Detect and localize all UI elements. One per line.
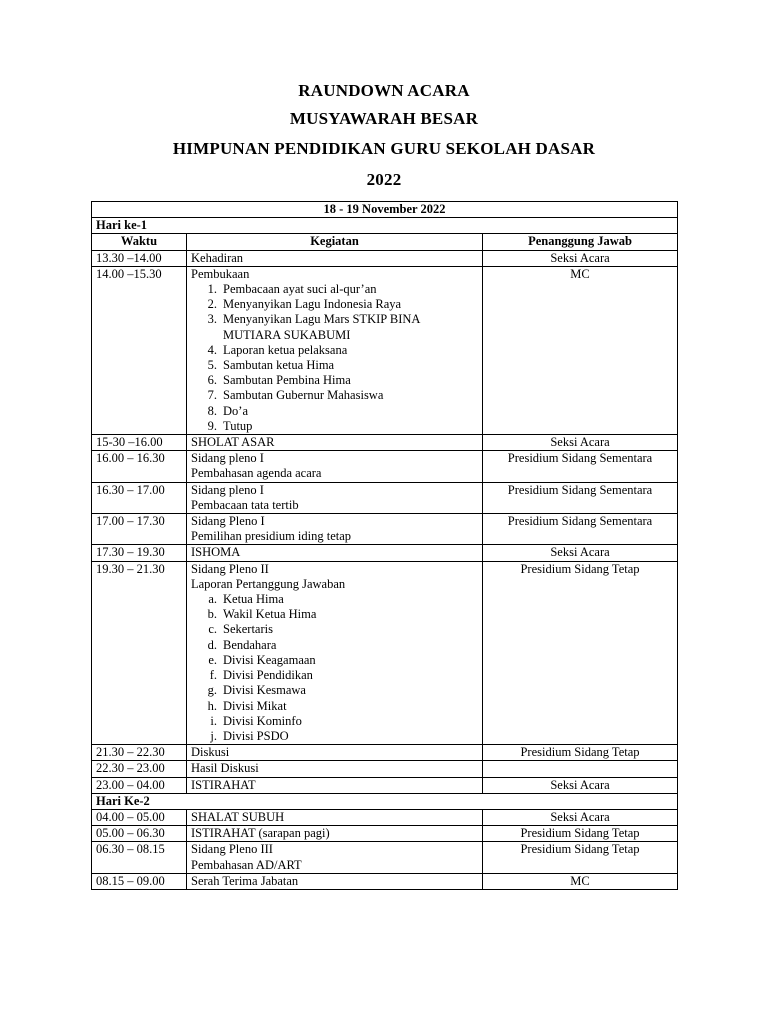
list-marker: 4. bbox=[207, 342, 217, 357]
activity-line: Kehadiran bbox=[191, 250, 244, 265]
responsible-cell: Presidium Sidang Tetap bbox=[483, 561, 678, 744]
table-row bbox=[92, 745, 678, 761]
activity-cell bbox=[187, 809, 483, 825]
list-text: Wakil Ketua Hima bbox=[223, 607, 317, 622]
list-text: Menyanyikan Lagu Indonesia Raya bbox=[223, 297, 402, 312]
list-text: Ketua Hima bbox=[223, 592, 284, 607]
activity-cell bbox=[187, 451, 483, 482]
list-marker: i. bbox=[210, 713, 217, 728]
table-row bbox=[92, 451, 678, 482]
responsible-cell: Seksi Acara bbox=[483, 809, 678, 825]
list-marker: 8. bbox=[207, 403, 217, 418]
table-row bbox=[92, 250, 678, 266]
time-cell: 17.00 – 17.30 bbox=[92, 514, 187, 545]
list-text: Divisi Kominfo bbox=[223, 713, 302, 728]
activity-line: ISTIRAHAT bbox=[191, 777, 256, 792]
activity-list bbox=[191, 592, 478, 744]
table-row bbox=[92, 545, 678, 561]
event-date: 18 - 19 November 2022 bbox=[92, 202, 678, 218]
responsible-cell: Seksi Acara bbox=[483, 545, 678, 561]
list-item bbox=[191, 343, 478, 358]
header-waktu: Waktu bbox=[92, 234, 187, 250]
list-item bbox=[191, 358, 478, 373]
list-text: Laporan ketua pelaksana bbox=[223, 342, 348, 357]
list-text: Divisi Pendidikan bbox=[223, 668, 313, 683]
list-text: Sambutan Pembina Hima bbox=[223, 373, 351, 388]
time-cell: 23.00 – 04.00 bbox=[92, 777, 187, 793]
list-marker: e. bbox=[208, 652, 217, 667]
header-penanggung-jawab: Penanggung Jawab bbox=[483, 234, 678, 250]
activity-line: Serah Terima Jabatan bbox=[191, 873, 299, 888]
table-row bbox=[92, 435, 678, 451]
responsible-cell: Presidium Sidang Tetap bbox=[483, 842, 678, 873]
responsible-cell: Seksi Acara bbox=[483, 250, 678, 266]
list-marker: h. bbox=[207, 698, 217, 713]
time-cell: 06.30 – 08.15 bbox=[92, 842, 187, 873]
time-cell: 08.15 – 09.00 bbox=[92, 873, 187, 889]
list-marker: 7. bbox=[207, 388, 217, 403]
title-line-1: RAUNDOWN ACARA bbox=[298, 81, 470, 100]
activity-cell bbox=[187, 250, 483, 266]
list-marker: g. bbox=[207, 683, 217, 698]
time-cell: 17.30 – 19.30 bbox=[92, 545, 187, 561]
activity-cell bbox=[187, 777, 483, 793]
time-cell: 22.30 – 23.00 bbox=[92, 761, 187, 777]
table-row bbox=[92, 482, 678, 513]
table-row bbox=[92, 514, 678, 545]
list-item bbox=[191, 297, 478, 312]
time-cell: 16.00 – 16.30 bbox=[92, 451, 187, 482]
time-cell: 04.00 – 05.00 bbox=[92, 809, 187, 825]
responsible-cell: Presidium Sidang Tetap bbox=[483, 745, 678, 761]
activity-line: Laporan Pertanggung Jawaban bbox=[191, 576, 346, 591]
list-text: Sambutan ketua Hima bbox=[223, 358, 335, 373]
list-item bbox=[191, 638, 478, 653]
list-item bbox=[191, 622, 478, 637]
activity-line: Pembacaan tata tertib bbox=[191, 497, 299, 512]
responsible-cell bbox=[483, 761, 678, 777]
list-text: Sekertaris bbox=[223, 622, 273, 637]
title-line-3: HIMPUNAN PENDIDIKAN GURU SEKOLAH DASAR bbox=[172, 139, 596, 158]
list-marker: f. bbox=[209, 668, 217, 683]
activity-line: Sidang pleno I bbox=[191, 451, 264, 466]
responsible-cell: Seksi Acara bbox=[483, 777, 678, 793]
list-marker: j. bbox=[210, 728, 217, 743]
responsible-cell: Presidium Sidang Sementara bbox=[483, 451, 678, 482]
list-text: Pembacaan ayat suci al-qur’an bbox=[223, 282, 377, 297]
list-text: Divisi Keagamaan bbox=[223, 652, 316, 667]
list-item bbox=[191, 729, 478, 744]
document-title bbox=[0, 76, 768, 195]
list-marker: b. bbox=[207, 607, 217, 622]
activity-cell bbox=[187, 435, 483, 451]
day-row bbox=[92, 793, 678, 809]
list-text: Sambutan Gubernur Mahasiswa bbox=[223, 388, 384, 403]
list-item bbox=[191, 653, 478, 668]
activity-line: Sidang Pleno I bbox=[191, 514, 265, 529]
list-item bbox=[191, 592, 478, 607]
activity-line: Hasil Diskusi bbox=[191, 761, 259, 776]
list-item bbox=[191, 312, 478, 342]
list-item bbox=[191, 282, 478, 297]
list-text: Divisi PSDO bbox=[223, 728, 289, 743]
list-text: Tutup bbox=[223, 418, 253, 433]
responsible-cell: MC bbox=[483, 873, 678, 889]
rundown-table bbox=[91, 201, 678, 890]
activity-line: ISHOMA bbox=[191, 545, 241, 560]
table-row bbox=[92, 777, 678, 793]
list-marker: 5. bbox=[207, 358, 217, 373]
activity-cell bbox=[187, 826, 483, 842]
list-text: Menyanyikan Lagu Mars STKIP BINA MUTIARA SUKABUMI bbox=[223, 312, 420, 342]
title-line-2: MUSYAWARAH BESAR bbox=[289, 109, 479, 128]
list-marker: 6. bbox=[207, 373, 217, 388]
responsible-cell: Presidium Sidang Sementara bbox=[483, 514, 678, 545]
activity-line: Pembahasan agenda acara bbox=[191, 466, 322, 481]
activity-cell bbox=[187, 561, 483, 744]
list-item bbox=[191, 607, 478, 622]
date-row bbox=[92, 202, 678, 218]
table-row bbox=[92, 873, 678, 889]
list-text: Divisi Mikat bbox=[223, 698, 287, 713]
activity-cell bbox=[187, 873, 483, 889]
list-item bbox=[191, 404, 478, 419]
list-marker: 2. bbox=[207, 297, 217, 312]
list-text: Divisi Kesmawa bbox=[223, 683, 306, 698]
table-row bbox=[92, 842, 678, 873]
activity-line: SHOLAT ASAR bbox=[191, 435, 275, 450]
day-row bbox=[92, 218, 678, 234]
responsible-cell: Presidium Sidang Sementara bbox=[483, 482, 678, 513]
header-kegiatan: Kegiatan bbox=[187, 234, 483, 250]
time-cell: 19.30 – 21.30 bbox=[92, 561, 187, 744]
activity-line: Pembahasan AD/ART bbox=[191, 857, 302, 872]
table-row bbox=[92, 826, 678, 842]
day-label-1: Hari ke-1 bbox=[92, 218, 678, 234]
list-item bbox=[191, 668, 478, 683]
activity-list bbox=[191, 282, 478, 434]
list-marker: 9. bbox=[207, 418, 217, 433]
activity-cell bbox=[187, 482, 483, 513]
day-label-2: Hari Ke-2 bbox=[92, 793, 678, 809]
activity-cell bbox=[187, 545, 483, 561]
list-marker: c. bbox=[208, 622, 217, 637]
time-cell: 16.30 – 17.00 bbox=[92, 482, 187, 513]
header-row bbox=[92, 234, 678, 250]
activity-cell bbox=[187, 266, 483, 434]
list-text: Do’a bbox=[223, 403, 248, 418]
list-item bbox=[191, 388, 478, 403]
time-cell: 14.00 –15.30 bbox=[92, 266, 187, 434]
responsible-cell: Presidium Sidang Tetap bbox=[483, 826, 678, 842]
table-row bbox=[92, 561, 678, 744]
responsible-cell: MC bbox=[483, 266, 678, 434]
list-item bbox=[191, 714, 478, 729]
activity-line: Pemilihan presidium iding tetap bbox=[191, 529, 352, 544]
list-marker: 3. bbox=[207, 312, 217, 327]
time-cell: 05.00 – 06.30 bbox=[92, 826, 187, 842]
list-marker: 1. bbox=[207, 282, 217, 297]
list-item bbox=[191, 373, 478, 388]
list-item bbox=[191, 419, 478, 434]
title-line-4: 2022 bbox=[366, 170, 402, 189]
activity-line: SHALAT SUBUH bbox=[191, 809, 285, 824]
list-item bbox=[191, 699, 478, 714]
list-marker: d. bbox=[207, 637, 217, 652]
time-cell: 13.30 –14.00 bbox=[92, 250, 187, 266]
activity-line: Sidang Pleno II bbox=[191, 561, 269, 576]
list-item bbox=[191, 683, 478, 698]
table-row bbox=[92, 266, 678, 434]
list-marker: a. bbox=[208, 592, 217, 607]
activity-cell bbox=[187, 761, 483, 777]
time-cell: 21.30 – 22.30 bbox=[92, 745, 187, 761]
activity-line: ISTIRAHAT (sarapan pagi) bbox=[191, 826, 330, 841]
time-cell: 15-30 –16.00 bbox=[92, 435, 187, 451]
responsible-cell: Seksi Acara bbox=[483, 435, 678, 451]
table-row bbox=[92, 761, 678, 777]
activity-cell bbox=[187, 514, 483, 545]
activity-cell bbox=[187, 842, 483, 873]
table-row bbox=[92, 809, 678, 825]
list-text: Bendahara bbox=[223, 637, 277, 652]
activity-line: Sidang pleno I bbox=[191, 482, 264, 497]
activity-cell bbox=[187, 745, 483, 761]
activity-line: Sidang Pleno III bbox=[191, 842, 273, 857]
activity-line: Pembukaan bbox=[191, 266, 250, 281]
activity-line: Diskusi bbox=[191, 745, 230, 760]
